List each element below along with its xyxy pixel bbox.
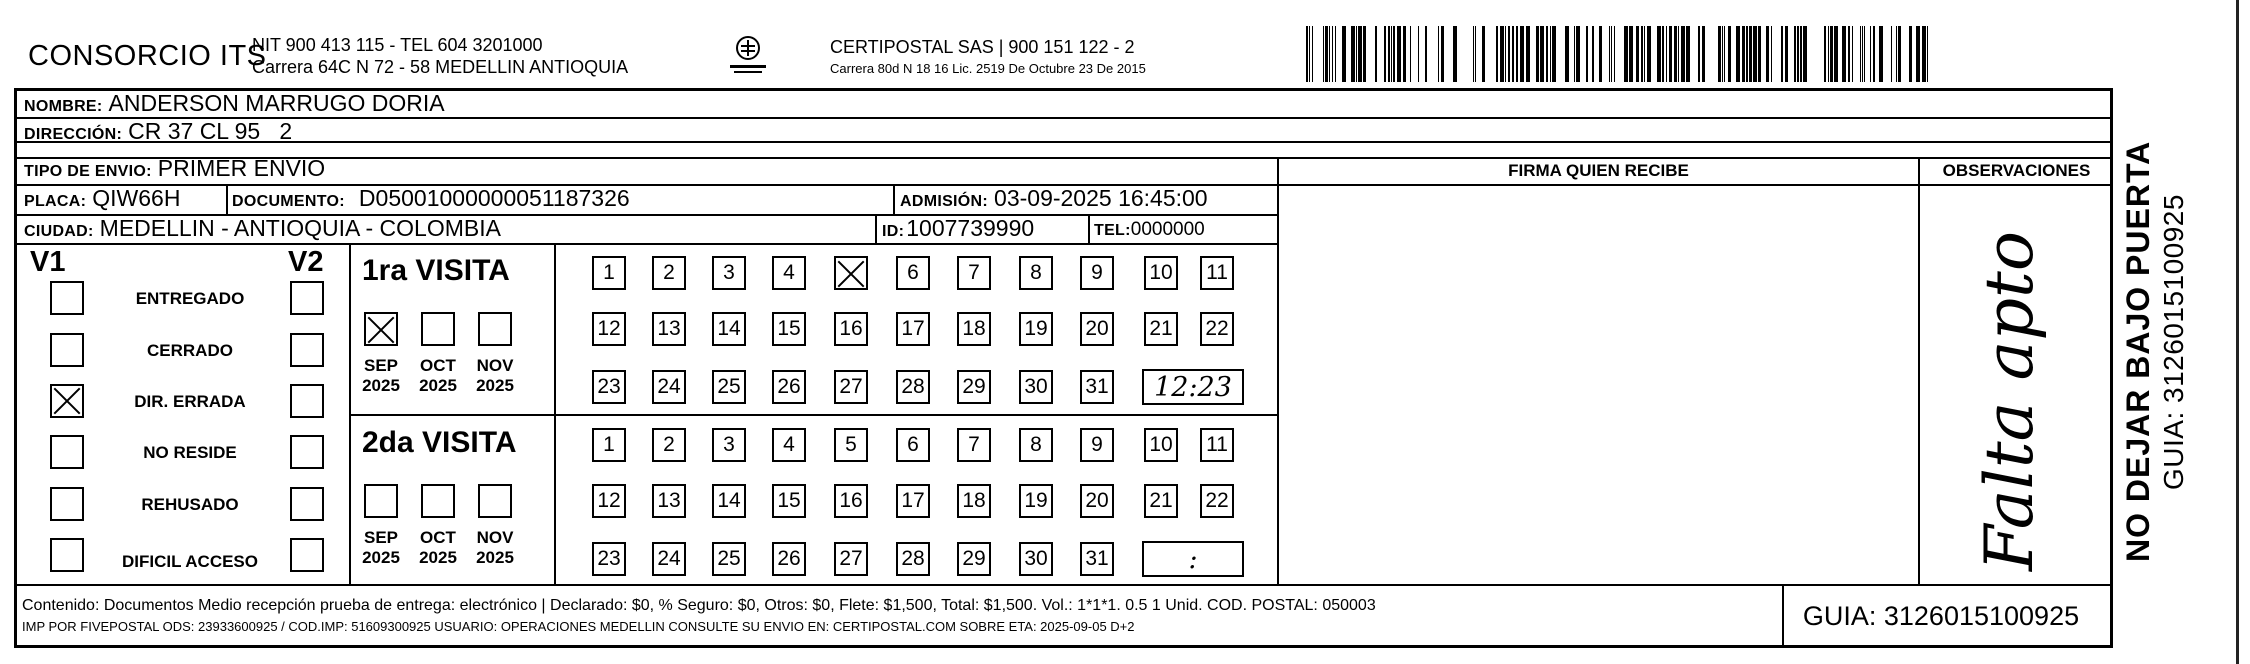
day-number: 29	[962, 547, 986, 570]
day-number: 28	[901, 375, 925, 398]
day-number: 19	[1024, 489, 1048, 512]
day-number: 23	[597, 547, 621, 570]
company-info	[252, 34, 628, 78]
placa-label: PLACA:	[24, 193, 87, 210]
month-name: OCT	[420, 356, 456, 375]
visit-title: 1ra VISITA	[362, 254, 510, 287]
day-box[interactable]	[957, 312, 991, 346]
day-box[interactable]	[652, 542, 686, 576]
day-number: 9	[1091, 261, 1103, 284]
status-label: DIR. ERRADA	[134, 392, 246, 411]
day-number: 23	[597, 375, 621, 398]
day-number: 27	[839, 547, 863, 570]
day-box[interactable]	[834, 428, 868, 462]
day-box[interactable]	[957, 542, 991, 576]
documento-label: DOCUMENTO:	[232, 193, 345, 210]
day-box[interactable]	[712, 542, 746, 576]
day-number: 17	[901, 489, 925, 512]
day-box[interactable]	[652, 312, 686, 346]
tipo-envio-value: PRIMER ENVIO	[157, 155, 326, 181]
day-number: 6	[907, 261, 919, 284]
month-year: 2025	[476, 376, 514, 395]
placa-field	[24, 185, 180, 212]
ciudad-value: MEDELLIN - ANTIOQUIA - COLOMBIA	[99, 215, 501, 241]
day-number: 25	[717, 375, 741, 398]
day-box[interactable]	[957, 428, 991, 462]
day-number: 27	[839, 375, 863, 398]
courier-nit: CERTIPOSTAL SAS | 900 151 122 - 2	[830, 37, 1135, 57]
time-field[interactable]	[1142, 541, 1244, 577]
divider	[893, 184, 895, 214]
divider	[14, 117, 2113, 119]
divider	[1088, 214, 1090, 243]
print-info-line: IMP POR FIVEPOSTAL ODS: 23933600925 / COD.IMP: 51609300925 USUARIO: OPERACIONES MEDELLIN CONSULTE SU ENVIO EN: CERTIPOSTAL.COM SOBRE ETA: 2025-09-05 D+2	[22, 619, 1135, 634]
nombre-label: NOMBRE:	[24, 98, 103, 115]
page-edge	[2236, 0, 2239, 664]
firma-header: FIRMA QUIEN RECIBE	[1508, 161, 1689, 180]
day-box[interactable]	[896, 312, 930, 346]
divider	[14, 141, 2113, 143]
day-box[interactable]	[1200, 428, 1234, 462]
day-box[interactable]	[772, 370, 806, 404]
day-box[interactable]	[1144, 428, 1178, 462]
id-field	[882, 215, 1034, 242]
day-box[interactable]	[1080, 484, 1114, 518]
day-box[interactable]	[1019, 484, 1053, 518]
day-box[interactable]	[896, 484, 930, 518]
day-number: 25	[717, 547, 741, 570]
divider	[1782, 584, 1784, 648]
day-box[interactable]	[712, 428, 746, 462]
direccion-label: DIRECCIÓN:	[24, 126, 123, 143]
v1-checkbox[interactable]	[50, 487, 84, 521]
day-number: 1	[603, 433, 615, 456]
divider	[14, 243, 1279, 245]
day-number: 18	[962, 317, 986, 340]
company-nit: NIT 900 413 115 - TEL 604 3201000	[252, 35, 543, 55]
status-label: NO RESIDE	[143, 443, 237, 462]
admision-value: 03-09-2025 16:45:00	[994, 185, 1208, 211]
month-checkbox[interactable]	[478, 312, 512, 346]
day-number: 17	[901, 317, 925, 340]
v1-label: V1	[30, 246, 66, 278]
day-box[interactable]	[712, 312, 746, 346]
day-box[interactable]	[772, 484, 806, 518]
month-checkbox[interactable]	[364, 484, 398, 518]
nombre-field	[24, 90, 445, 117]
month-label	[413, 356, 463, 396]
day-number: 7	[968, 433, 980, 456]
day-number: 30	[1024, 375, 1048, 398]
day-box[interactable]	[1019, 370, 1053, 404]
day-number: 28	[901, 547, 925, 570]
day-number: 31	[1085, 547, 1109, 570]
day-number: 14	[717, 317, 741, 340]
day-box[interactable]	[957, 256, 991, 290]
day-number: 2	[663, 261, 675, 284]
day-number: 24	[657, 547, 681, 570]
day-box[interactable]	[1080, 428, 1114, 462]
id-value: 1007739990	[906, 215, 1035, 241]
day-number: 16	[839, 317, 863, 340]
day-number: 22	[1205, 489, 1229, 512]
status-label: DIFICIL ACCESO	[121, 552, 258, 571]
day-box[interactable]	[1144, 256, 1178, 290]
v1-checkbox[interactable]	[50, 333, 84, 367]
ciudad-label: CIUDAD:	[24, 223, 94, 240]
month-year: 2025	[362, 376, 400, 395]
v1-checkbox[interactable]	[50, 538, 84, 572]
day-number: 30	[1024, 547, 1048, 570]
nombre-value: ANDERSON MARRUGO DORIA	[108, 90, 445, 116]
handwritten-observation	[1920, 186, 2113, 582]
divider	[349, 414, 1277, 416]
day-number: 24	[657, 375, 681, 398]
day-box[interactable]	[712, 370, 746, 404]
month-year: 2025	[419, 376, 457, 395]
day-number: 11	[1206, 261, 1228, 284]
day-box[interactable]	[712, 256, 746, 290]
no-dejar-notice: NO DEJAR BAJO PUERTA	[2120, 140, 2156, 562]
day-box[interactable]	[1080, 542, 1114, 576]
month-label	[470, 528, 520, 568]
month-label	[356, 356, 406, 396]
divider	[1277, 157, 1279, 584]
admision-label: ADMISIÓN:	[900, 193, 989, 210]
month-label	[470, 356, 520, 396]
month-checkbox[interactable]	[421, 312, 455, 346]
day-box[interactable]	[772, 312, 806, 346]
ciudad-field	[24, 215, 501, 242]
tel-value: 0000000	[1130, 219, 1205, 240]
tipo-envio-field	[24, 155, 325, 182]
day-box[interactable]	[834, 312, 868, 346]
day-box[interactable]	[1019, 256, 1053, 290]
side-guia-number: GUIA: 3126015100925	[2158, 194, 2189, 490]
day-number: 6	[907, 433, 919, 456]
day-box[interactable]	[772, 256, 806, 290]
day-box[interactable]	[1080, 312, 1114, 346]
day-number: 26	[777, 547, 801, 570]
v2-checkbox[interactable]	[290, 281, 324, 315]
direccion-field	[24, 118, 292, 145]
day-box[interactable]	[1144, 484, 1178, 518]
guia-number: GUIA: 3126015100925	[1802, 600, 2080, 631]
time-value: 12:23	[1154, 371, 1232, 403]
day-number: 26	[777, 375, 801, 398]
v1-checkbox[interactable]	[50, 281, 84, 315]
day-number: 1	[603, 261, 615, 284]
month-name: NOV	[476, 356, 514, 375]
day-number: 4	[783, 261, 795, 284]
v2-checkbox[interactable]	[290, 487, 324, 521]
v1-checkbox[interactable]	[50, 384, 84, 418]
day-number: 3	[723, 433, 735, 456]
v2-checkbox[interactable]	[290, 384, 324, 418]
day-box[interactable]	[1200, 256, 1234, 290]
month-name: SEP	[363, 356, 399, 375]
day-box[interactable]	[592, 312, 626, 346]
day-number: 5	[845, 433, 857, 456]
day-number: 15	[777, 489, 801, 512]
day-number: 13	[657, 317, 681, 340]
month-checkbox[interactable]	[364, 312, 398, 346]
status-label: CERRADO	[147, 341, 233, 360]
day-box[interactable]	[1080, 256, 1114, 290]
day-box[interactable]	[772, 542, 806, 576]
documento-field	[232, 185, 630, 212]
month-name: NOV	[476, 528, 514, 547]
day-number: 13	[657, 489, 681, 512]
day-box[interactable]	[896, 256, 930, 290]
day-box[interactable]	[834, 542, 868, 576]
day-box[interactable]	[772, 428, 806, 462]
day-box[interactable]	[652, 484, 686, 518]
day-number: 7	[968, 261, 980, 284]
id-label: ID:	[882, 223, 905, 240]
observation-text: Falta apto	[1971, 234, 2048, 571]
day-number: 3	[723, 261, 735, 284]
tipo-envio-label: TIPO DE ENVIO:	[24, 163, 152, 180]
day-box[interactable]	[834, 484, 868, 518]
divider	[226, 184, 228, 214]
barcode-icon	[1306, 26, 1942, 82]
day-number: 9	[1091, 433, 1103, 456]
day-number: 21	[1149, 489, 1173, 512]
day-box[interactable]	[834, 370, 868, 404]
day-box[interactable]	[1019, 428, 1053, 462]
day-number: 22	[1205, 317, 1229, 340]
v1-checkbox[interactable]	[50, 435, 84, 469]
time-field[interactable]	[1142, 369, 1244, 405]
day-box[interactable]	[592, 428, 626, 462]
divider	[14, 157, 2113, 159]
admision-field	[900, 185, 1208, 212]
courier-address: Carrera 80d N 18 16 Lic. 2519 De Octubre 23 De 2015	[830, 61, 1146, 76]
month-checkbox[interactable]	[421, 484, 455, 518]
day-number: 8	[1030, 261, 1042, 284]
day-box[interactable]	[1080, 370, 1114, 404]
documento-value: D05001000000051187326	[358, 185, 630, 211]
day-box[interactable]	[712, 484, 746, 518]
day-box[interactable]	[592, 542, 626, 576]
v2-checkbox[interactable]	[290, 333, 324, 367]
day-box[interactable]	[652, 370, 686, 404]
day-number: 8	[1030, 433, 1042, 456]
day-number: 19	[1024, 317, 1048, 340]
month-label	[413, 528, 463, 568]
day-number: 10	[1149, 433, 1173, 456]
divider	[875, 214, 877, 243]
direccion-value: CR 37 CL 95 2	[128, 118, 293, 144]
courier-info	[830, 36, 1146, 80]
day-number: 20	[1085, 317, 1109, 340]
content-line: Contenido: Documentos Medio recepción prueba de entrega: electrónico | Declarado: $0, % Seguro: $0, Otros: $0, Flete: $1,500, Total: $1,500. Vol.: 1*1*1. 0.5 1 Unid. COD. POSTAL: 050003	[22, 597, 1376, 614]
day-number: 4	[783, 433, 795, 456]
day-box[interactable]	[1200, 312, 1234, 346]
day-box[interactable]	[957, 370, 991, 404]
day-number: 20	[1085, 489, 1109, 512]
day-number: 12	[597, 489, 621, 512]
day-box[interactable]	[592, 370, 626, 404]
month-year: 2025	[476, 548, 514, 567]
month-label	[356, 528, 406, 568]
day-box[interactable]	[896, 428, 930, 462]
observaciones-header: OBSERVACIONES	[1942, 161, 2091, 180]
day-box[interactable]	[652, 428, 686, 462]
day-number: 14	[717, 489, 741, 512]
month-name: OCT	[420, 528, 456, 547]
certipostal-logo-icon	[728, 32, 768, 82]
placa-value: QIW66H	[92, 185, 181, 211]
day-number: 12	[597, 317, 621, 340]
v2-checkbox[interactable]	[290, 435, 324, 469]
day-number: 10	[1149, 261, 1173, 284]
day-box[interactable]	[1200, 484, 1234, 518]
tel-label: TEL:	[1094, 222, 1131, 239]
v2-label: V2	[288, 246, 324, 278]
status-label: REHUSADO	[141, 495, 239, 514]
day-number: 18	[962, 489, 986, 512]
tel-field	[1094, 219, 1205, 241]
divider	[14, 584, 2113, 586]
day-box[interactable]	[834, 256, 868, 290]
day-box[interactable]	[592, 256, 626, 290]
day-box[interactable]	[896, 542, 930, 576]
company-name: CONSORCIO ITS	[28, 40, 267, 72]
visit-title: 2da VISITA	[362, 426, 517, 459]
month-checkbox[interactable]	[478, 484, 512, 518]
day-number: 15	[777, 317, 801, 340]
day-number: 16	[839, 489, 863, 512]
day-box[interactable]	[652, 256, 686, 290]
day-box[interactable]	[1019, 542, 1053, 576]
time-value: :	[1188, 543, 1198, 575]
month-year: 2025	[362, 548, 400, 567]
day-box[interactable]	[896, 370, 930, 404]
day-box[interactable]	[957, 484, 991, 518]
company-address: Carrera 64C N 72 - 58 MEDELLIN ANTIOQUIA	[252, 57, 629, 77]
status-label: ENTREGADO	[135, 289, 245, 308]
day-number: 21	[1149, 317, 1173, 340]
day-box[interactable]	[1019, 312, 1053, 346]
month-name: SEP	[363, 528, 399, 547]
day-box[interactable]	[592, 484, 626, 518]
day-number: 31	[1085, 375, 1109, 398]
day-box[interactable]	[1144, 312, 1178, 346]
day-number: 2	[663, 433, 675, 456]
month-year: 2025	[419, 548, 457, 567]
day-number: 11	[1206, 433, 1228, 456]
day-number: 29	[962, 375, 986, 398]
v2-checkbox[interactable]	[290, 538, 324, 572]
